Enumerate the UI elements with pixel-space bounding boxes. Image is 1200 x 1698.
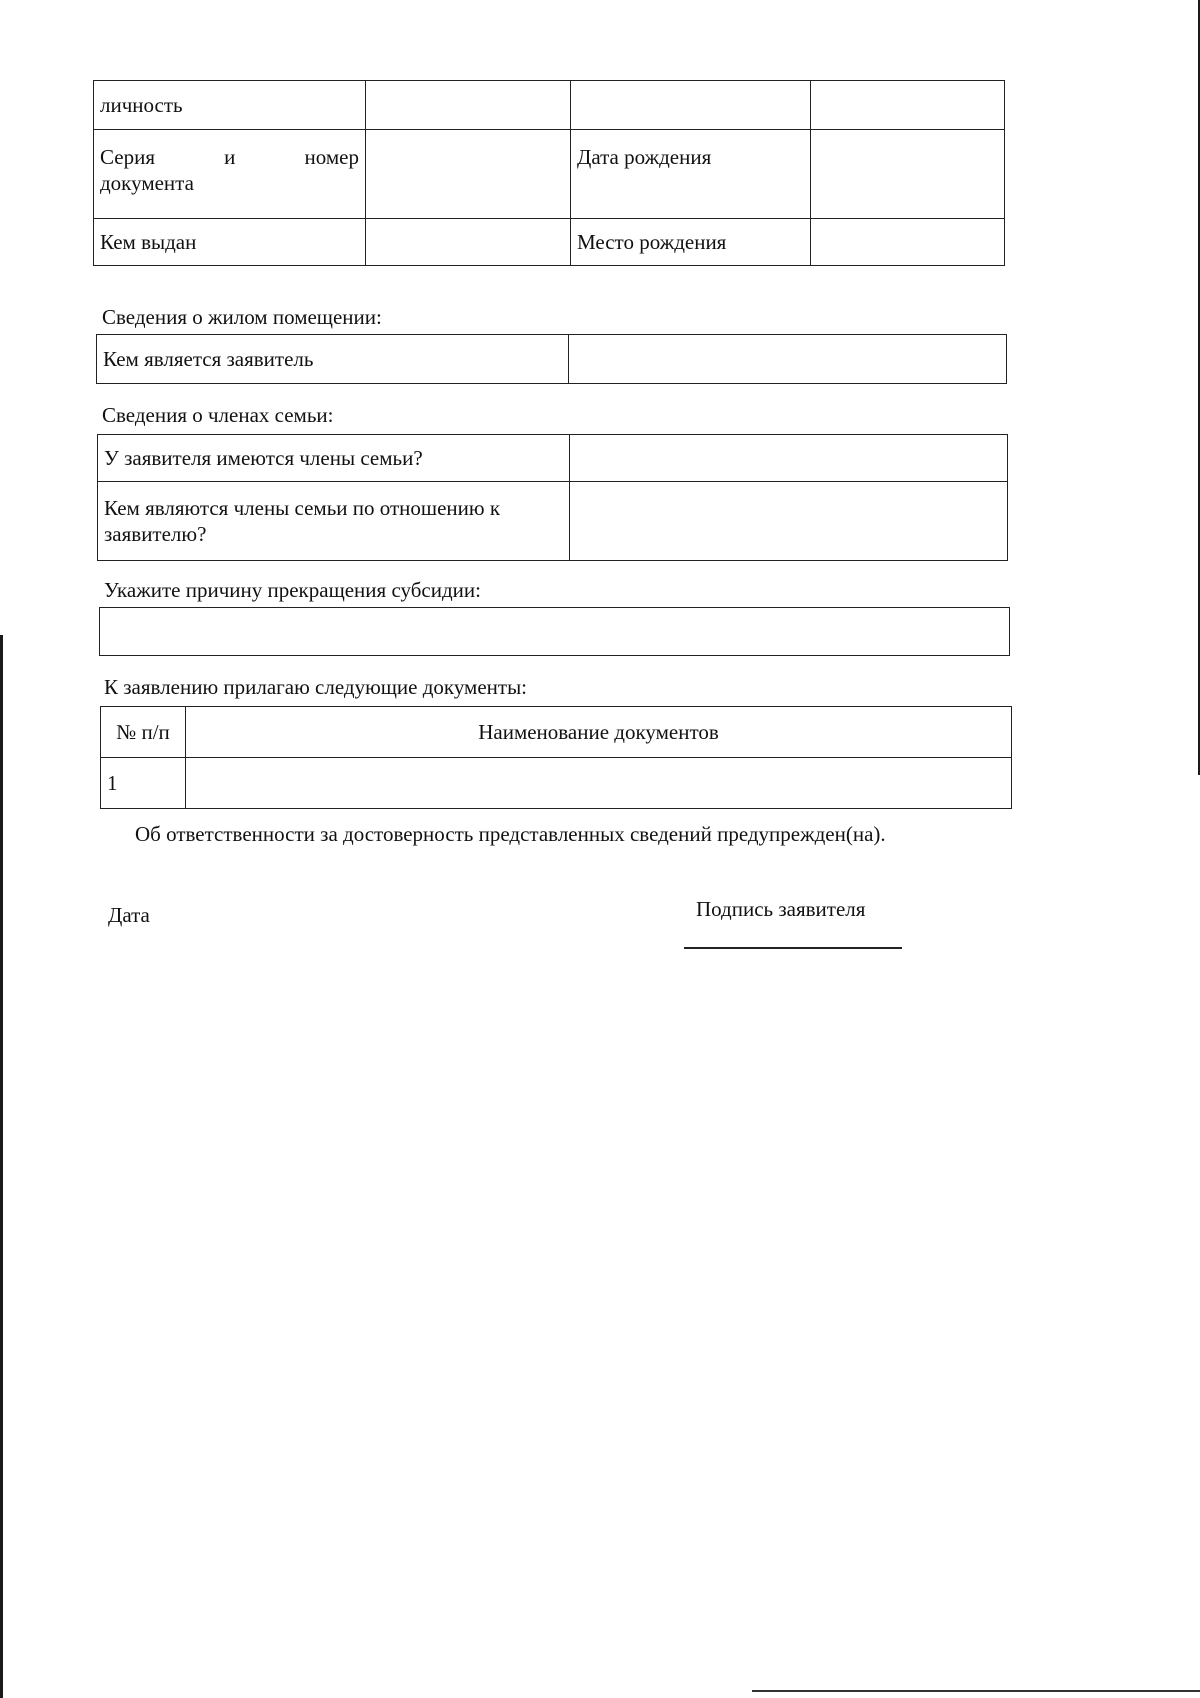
family-table [97,434,1008,561]
identity-doc-value-cell[interactable] [366,81,571,130]
birth-place-value-cell[interactable] [811,219,1005,266]
reason-input-box[interactable] [99,607,1010,656]
housing-table [96,334,1007,384]
applicant-role-label-cell [97,335,569,384]
doc-name-cell[interactable] [186,758,1012,809]
housing-caption: Сведения о жилом помещении: [102,305,382,329]
applicant-role-value-cell[interactable] [569,335,1007,384]
identity-doc-label: личность [100,92,183,117]
birth-place-label: Место рождения [577,229,727,254]
doc-number-header-text: № п/п [116,719,170,744]
series-number-label-cell [94,130,366,219]
family-caption: Сведения о членах семьи: [102,403,334,427]
signature-line[interactable] [684,947,902,949]
applicant-role-label: Кем является заявитель [103,346,314,371]
identity-empty-value-cell[interactable] [811,81,1005,130]
series-number-value-cell[interactable] [366,130,571,219]
documents-table [100,706,1012,809]
issued-by-value-cell[interactable] [366,219,571,266]
doc-name-header [186,707,1012,758]
birth-date-value-cell[interactable] [811,130,1005,219]
identity-table [93,80,1005,266]
birth-date-label: Дата рождения [577,145,712,169]
signature-label: Подпись заявителя [696,897,866,921]
reason-caption: Укажите причину прекращения субсидии: [104,578,481,602]
documents-caption: К заявлению прилагаю следующие документы: [104,675,528,699]
has-family-label-cell [98,435,570,482]
doc-number-header [101,707,186,758]
family-relation-value-cell[interactable] [570,482,1008,561]
scan-edge-bottom [752,1690,1200,1692]
number-word: номер [304,145,359,169]
series-word: Серия [100,145,155,169]
identity-empty-label-cell [571,81,811,130]
issued-by-label-cell [94,219,366,266]
scan-edge-left [0,635,3,1698]
family-relation-label: Кем являются члены семьи по отношению к заявителю? [104,495,501,546]
date-label: Дата [108,903,150,927]
responsibility-warning: Об ответственности за достоверность представленных сведений предупрежден(на). [135,822,886,846]
table-row [101,758,1012,809]
has-family-label: У заявителя имеются члены семьи? [104,445,423,470]
doc-number: 1 [107,770,118,795]
series-number-label-line2: документа [100,171,194,196]
doc-number-cell [101,758,186,809]
series-number-label-line1 [100,144,359,170]
birth-date-label-cell [571,130,811,219]
and-word: и [224,145,236,169]
doc-name-header-text: Наименование документов [478,719,719,744]
birth-place-label-cell [571,219,811,266]
family-relation-label-cell [98,482,570,561]
issued-by-label: Кем выдан [100,229,197,254]
has-family-value-cell[interactable] [570,435,1008,482]
identity-doc-label-cell [94,81,366,130]
